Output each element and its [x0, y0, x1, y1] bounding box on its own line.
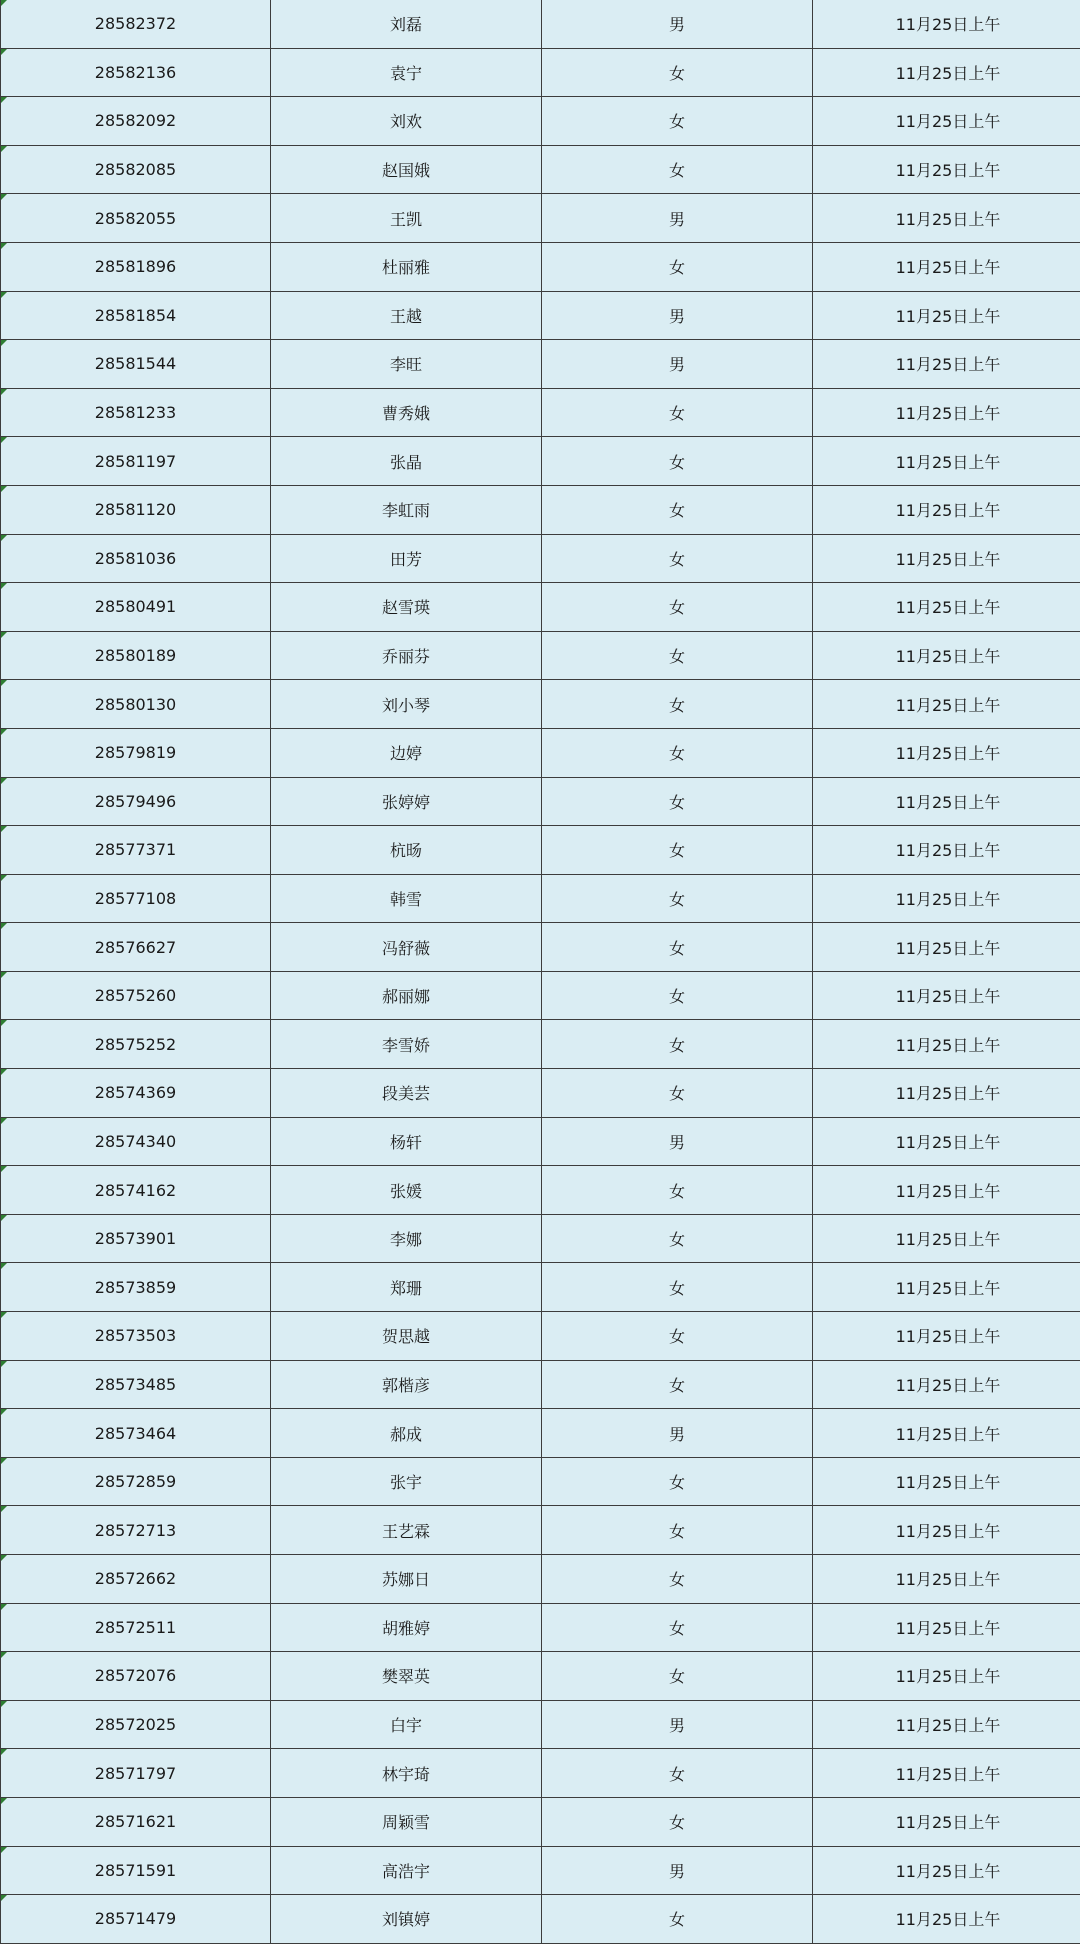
cell-gender[interactable]: 女 [542, 145, 813, 194]
cell-id[interactable]: 28581854 [1, 291, 271, 340]
cell-gender[interactable]: 女 [542, 583, 813, 632]
cell-time[interactable]: 11月25日上午 [813, 1652, 1080, 1701]
cell-gender[interactable]: 女 [542, 680, 813, 729]
table-row [1, 1312, 1080, 1361]
table-row [1, 1700, 1080, 1749]
cell-gender[interactable]: 男 [542, 1846, 813, 1895]
cell-time[interactable]: 11月25日上午 [813, 1020, 1080, 1069]
cell-id[interactable]: 28580491 [1, 583, 271, 632]
cell-id[interactable]: 28573503 [1, 1312, 271, 1361]
cell-time[interactable]: 11月25日上午 [813, 0, 1080, 48]
cell-time[interactable]: 11月25日上午 [813, 1263, 1080, 1312]
cell-name[interactable]: 郝成 [271, 1409, 542, 1458]
table-row [1, 388, 1080, 437]
cell-name[interactable]: 王越 [271, 291, 542, 340]
table-row [1, 1603, 1080, 1652]
cell-name[interactable]: 刘镇婷 [271, 1895, 542, 1944]
cell-gender[interactable]: 女 [542, 1214, 813, 1263]
cell-time[interactable]: 11月25日上午 [813, 1117, 1080, 1166]
cell-id[interactable]: 28571621 [1, 1797, 271, 1846]
table-row [1, 0, 1080, 48]
cell-id[interactable]: 28571797 [1, 1749, 271, 1798]
cell-time[interactable]: 11月25日上午 [813, 437, 1080, 486]
cell-name[interactable]: 张媛 [271, 1166, 542, 1215]
table-row [1, 583, 1080, 632]
table-row [1, 826, 1080, 875]
cell-time[interactable]: 11月25日上午 [813, 1846, 1080, 1895]
cell-id[interactable]: 28572859 [1, 1457, 271, 1506]
cell-id[interactable]: 28582085 [1, 145, 271, 194]
cell-id[interactable]: 28574162 [1, 1166, 271, 1215]
table-row [1, 1846, 1080, 1895]
roster-table-body [1, 0, 1080, 1943]
table-row [1, 1555, 1080, 1604]
cell-gender[interactable]: 女 [542, 1312, 813, 1361]
cell-id[interactable]: 28582055 [1, 194, 271, 243]
cell-id[interactable]: 28572076 [1, 1652, 271, 1701]
cell-gender[interactable]: 女 [542, 48, 813, 97]
table-row [1, 291, 1080, 340]
cell-id[interactable]: 28575260 [1, 971, 271, 1020]
cell-gender[interactable]: 女 [542, 97, 813, 146]
cell-id[interactable]: 28582136 [1, 48, 271, 97]
table-row [1, 145, 1080, 194]
cell-name[interactable]: 刘小琴 [271, 680, 542, 729]
cell-name[interactable]: 贺思越 [271, 1312, 542, 1361]
table-row [1, 1263, 1080, 1312]
table-row [1, 1457, 1080, 1506]
cell-gender[interactable]: 女 [542, 1603, 813, 1652]
cell-gender[interactable]: 女 [542, 1263, 813, 1312]
cell-time[interactable]: 11月25日上午 [813, 1749, 1080, 1798]
cell-name[interactable]: 赵国娥 [271, 145, 542, 194]
cell-id[interactable]: 28573464 [1, 1409, 271, 1458]
cell-name[interactable]: 张婷婷 [271, 777, 542, 826]
cell-time[interactable]: 11月25日上午 [813, 485, 1080, 534]
cell-gender[interactable]: 女 [542, 777, 813, 826]
cell-gender[interactable]: 女 [542, 923, 813, 972]
table-row [1, 242, 1080, 291]
table-row [1, 1360, 1080, 1409]
cell-name[interactable]: 李虹雨 [271, 485, 542, 534]
cell-time[interactable]: 11月25日上午 [813, 923, 1080, 972]
table-row [1, 631, 1080, 680]
cell-time[interactable]: 11月25日上午 [813, 194, 1080, 243]
table-row [1, 1069, 1080, 1118]
cell-name[interactable]: 张晶 [271, 437, 542, 486]
table-row [1, 194, 1080, 243]
cell-gender[interactable]: 女 [542, 631, 813, 680]
cell-name[interactable]: 袁宁 [271, 48, 542, 97]
cell-id[interactable]: 28582092 [1, 97, 271, 146]
cell-time[interactable]: 11月25日上午 [813, 291, 1080, 340]
table-row [1, 728, 1080, 777]
table-row [1, 1020, 1080, 1069]
cell-name[interactable]: 赵雪瑛 [271, 583, 542, 632]
table-row [1, 1652, 1080, 1701]
cell-gender[interactable]: 女 [542, 971, 813, 1020]
table-row [1, 1214, 1080, 1263]
cell-name[interactable]: 张宇 [271, 1457, 542, 1506]
table-row [1, 874, 1080, 923]
cell-time[interactable]: 11月25日上午 [813, 1555, 1080, 1604]
cell-time[interactable]: 11月25日上午 [813, 1312, 1080, 1361]
table-row [1, 48, 1080, 97]
cell-time[interactable]: 11月25日上午 [813, 826, 1080, 875]
table-row [1, 1117, 1080, 1166]
cell-time[interactable]: 11月25日上午 [813, 728, 1080, 777]
cell-gender[interactable]: 女 [542, 1020, 813, 1069]
cell-gender[interactable]: 男 [542, 291, 813, 340]
cell-name[interactable]: 林宇琦 [271, 1749, 542, 1798]
cell-id[interactable]: 28580189 [1, 631, 271, 680]
cell-id[interactable]: 28575252 [1, 1020, 271, 1069]
cell-id[interactable]: 28572025 [1, 1700, 271, 1749]
cell-time[interactable]: 11月25日上午 [813, 971, 1080, 1020]
cell-gender[interactable]: 女 [542, 1797, 813, 1846]
cell-id[interactable]: 28582372 [1, 0, 271, 48]
cell-id[interactable]: 28574340 [1, 1117, 271, 1166]
cell-gender[interactable]: 女 [542, 1457, 813, 1506]
cell-name[interactable]: 周颖雪 [271, 1797, 542, 1846]
cell-time[interactable]: 11月25日上午 [813, 874, 1080, 923]
cell-time[interactable]: 11月25日上午 [813, 1895, 1080, 1944]
table-row [1, 437, 1080, 486]
table-row [1, 340, 1080, 389]
cell-gender[interactable]: 女 [542, 1652, 813, 1701]
cell-name[interactable]: 樊翠英 [271, 1652, 542, 1701]
cell-time[interactable]: 11月25日上午 [813, 1409, 1080, 1458]
table-row [1, 1797, 1080, 1846]
cell-id[interactable]: 28577108 [1, 874, 271, 923]
cell-gender[interactable]: 女 [542, 1555, 813, 1604]
cell-id[interactable]: 28579819 [1, 728, 271, 777]
cell-name[interactable]: 王凯 [271, 194, 542, 243]
cell-gender[interactable]: 女 [542, 874, 813, 923]
cell-id[interactable]: 28581233 [1, 388, 271, 437]
table-row [1, 1895, 1080, 1944]
cell-name[interactable]: 刘磊 [271, 0, 542, 48]
cell-id[interactable]: 28579496 [1, 777, 271, 826]
cell-name[interactable]: 李旺 [271, 340, 542, 389]
cell-gender[interactable]: 女 [542, 1749, 813, 1798]
cell-gender[interactable]: 女 [542, 388, 813, 437]
cell-name[interactable]: 杭旸 [271, 826, 542, 875]
cell-id[interactable]: 28580130 [1, 680, 271, 729]
cell-name[interactable]: 王艺霖 [271, 1506, 542, 1555]
cell-time[interactable]: 11月25日上午 [813, 97, 1080, 146]
table-row [1, 923, 1080, 972]
cell-time[interactable]: 11月25日上午 [813, 242, 1080, 291]
cell-id[interactable]: 28581036 [1, 534, 271, 583]
cell-id[interactable]: 28571591 [1, 1846, 271, 1895]
cell-id[interactable]: 28576627 [1, 923, 271, 972]
cell-time[interactable]: 11月25日上午 [813, 777, 1080, 826]
cell-name[interactable]: 李娜 [271, 1214, 542, 1263]
cell-name[interactable]: 田芳 [271, 534, 542, 583]
table-row [1, 1166, 1080, 1215]
cell-gender[interactable]: 男 [542, 1117, 813, 1166]
cell-id[interactable]: 28572713 [1, 1506, 271, 1555]
cell-name[interactable]: 段美芸 [271, 1069, 542, 1118]
cell-time[interactable]: 11月25日上午 [813, 1166, 1080, 1215]
cell-name[interactable]: 郭楷彦 [271, 1360, 542, 1409]
cell-gender[interactable]: 男 [542, 1409, 813, 1458]
table-row [1, 971, 1080, 1020]
cell-id[interactable]: 28572662 [1, 1555, 271, 1604]
table-row [1, 97, 1080, 146]
cell-name[interactable]: 苏娜日 [271, 1555, 542, 1604]
cell-time[interactable]: 11月25日上午 [813, 631, 1080, 680]
cell-gender[interactable]: 男 [542, 340, 813, 389]
cell-name[interactable]: 高浩宇 [271, 1846, 542, 1895]
cell-name[interactable]: 白宇 [271, 1700, 542, 1749]
cell-name[interactable]: 杜丽雅 [271, 242, 542, 291]
cell-name[interactable]: 刘欢 [271, 97, 542, 146]
cell-id[interactable]: 28573901 [1, 1214, 271, 1263]
table-row [1, 1409, 1080, 1458]
cell-time[interactable]: 11月25日上午 [813, 1360, 1080, 1409]
cell-time[interactable]: 11月25日上午 [813, 1457, 1080, 1506]
cell-id[interactable]: 28581896 [1, 242, 271, 291]
cell-gender[interactable]: 女 [542, 1166, 813, 1215]
cell-name[interactable]: 边婷 [271, 728, 542, 777]
cell-time[interactable]: 11月25日上午 [813, 534, 1080, 583]
cell-time[interactable]: 11月25日上午 [813, 583, 1080, 632]
table-row [1, 534, 1080, 583]
cell-time[interactable]: 11月25日上午 [813, 145, 1080, 194]
cell-name[interactable]: 冯舒薇 [271, 923, 542, 972]
cell-time[interactable]: 11月25日上午 [813, 48, 1080, 97]
cell-name[interactable]: 韩雪 [271, 874, 542, 923]
table-row [1, 1506, 1080, 1555]
cell-time[interactable]: 11月25日上午 [813, 1603, 1080, 1652]
cell-time[interactable]: 11月25日上午 [813, 1506, 1080, 1555]
cell-gender[interactable]: 女 [542, 1895, 813, 1944]
cell-time[interactable]: 11月25日上午 [813, 1797, 1080, 1846]
cell-id[interactable]: 28573485 [1, 1360, 271, 1409]
cell-id[interactable]: 28577371 [1, 826, 271, 875]
cell-id[interactable]: 28581120 [1, 485, 271, 534]
cell-gender[interactable]: 女 [542, 728, 813, 777]
cell-name[interactable]: 乔丽芬 [271, 631, 542, 680]
cell-name[interactable]: 李雪娇 [271, 1020, 542, 1069]
cell-time[interactable]: 11月25日上午 [813, 680, 1080, 729]
cell-gender[interactable]: 女 [542, 485, 813, 534]
table-row [1, 1749, 1080, 1798]
cell-name[interactable]: 曹秀娥 [271, 388, 542, 437]
cell-name[interactable]: 郑珊 [271, 1263, 542, 1312]
cell-gender[interactable]: 男 [542, 1700, 813, 1749]
cell-gender[interactable]: 女 [542, 437, 813, 486]
cell-time[interactable]: 11月25日上午 [813, 1214, 1080, 1263]
cell-time[interactable]: 11月25日上午 [813, 388, 1080, 437]
cell-id[interactable]: 28571479 [1, 1895, 271, 1944]
cell-time[interactable]: 11月25日上午 [813, 1069, 1080, 1118]
cell-id[interactable]: 28572511 [1, 1603, 271, 1652]
cell-gender[interactable]: 女 [542, 826, 813, 875]
table-row [1, 777, 1080, 826]
cell-gender[interactable]: 男 [542, 0, 813, 48]
table-row [1, 680, 1080, 729]
cell-name[interactable]: 杨轩 [271, 1117, 542, 1166]
cell-id[interactable]: 28581544 [1, 340, 271, 389]
cell-gender[interactable]: 女 [542, 242, 813, 291]
cell-name[interactable]: 郝丽娜 [271, 971, 542, 1020]
cell-gender[interactable]: 女 [542, 1360, 813, 1409]
cell-gender[interactable]: 女 [542, 534, 813, 583]
cell-gender[interactable]: 女 [542, 1069, 813, 1118]
cell-name[interactable]: 胡雅婷 [271, 1603, 542, 1652]
table-row [1, 485, 1080, 534]
cell-gender[interactable]: 女 [542, 1506, 813, 1555]
cell-id[interactable]: 28574369 [1, 1069, 271, 1118]
cell-gender[interactable]: 男 [542, 194, 813, 243]
cell-time[interactable]: 11月25日上午 [813, 1700, 1080, 1749]
cell-id[interactable]: 28581197 [1, 437, 271, 486]
cell-time[interactable]: 11月25日上午 [813, 340, 1080, 389]
cell-id[interactable]: 28573859 [1, 1263, 271, 1312]
